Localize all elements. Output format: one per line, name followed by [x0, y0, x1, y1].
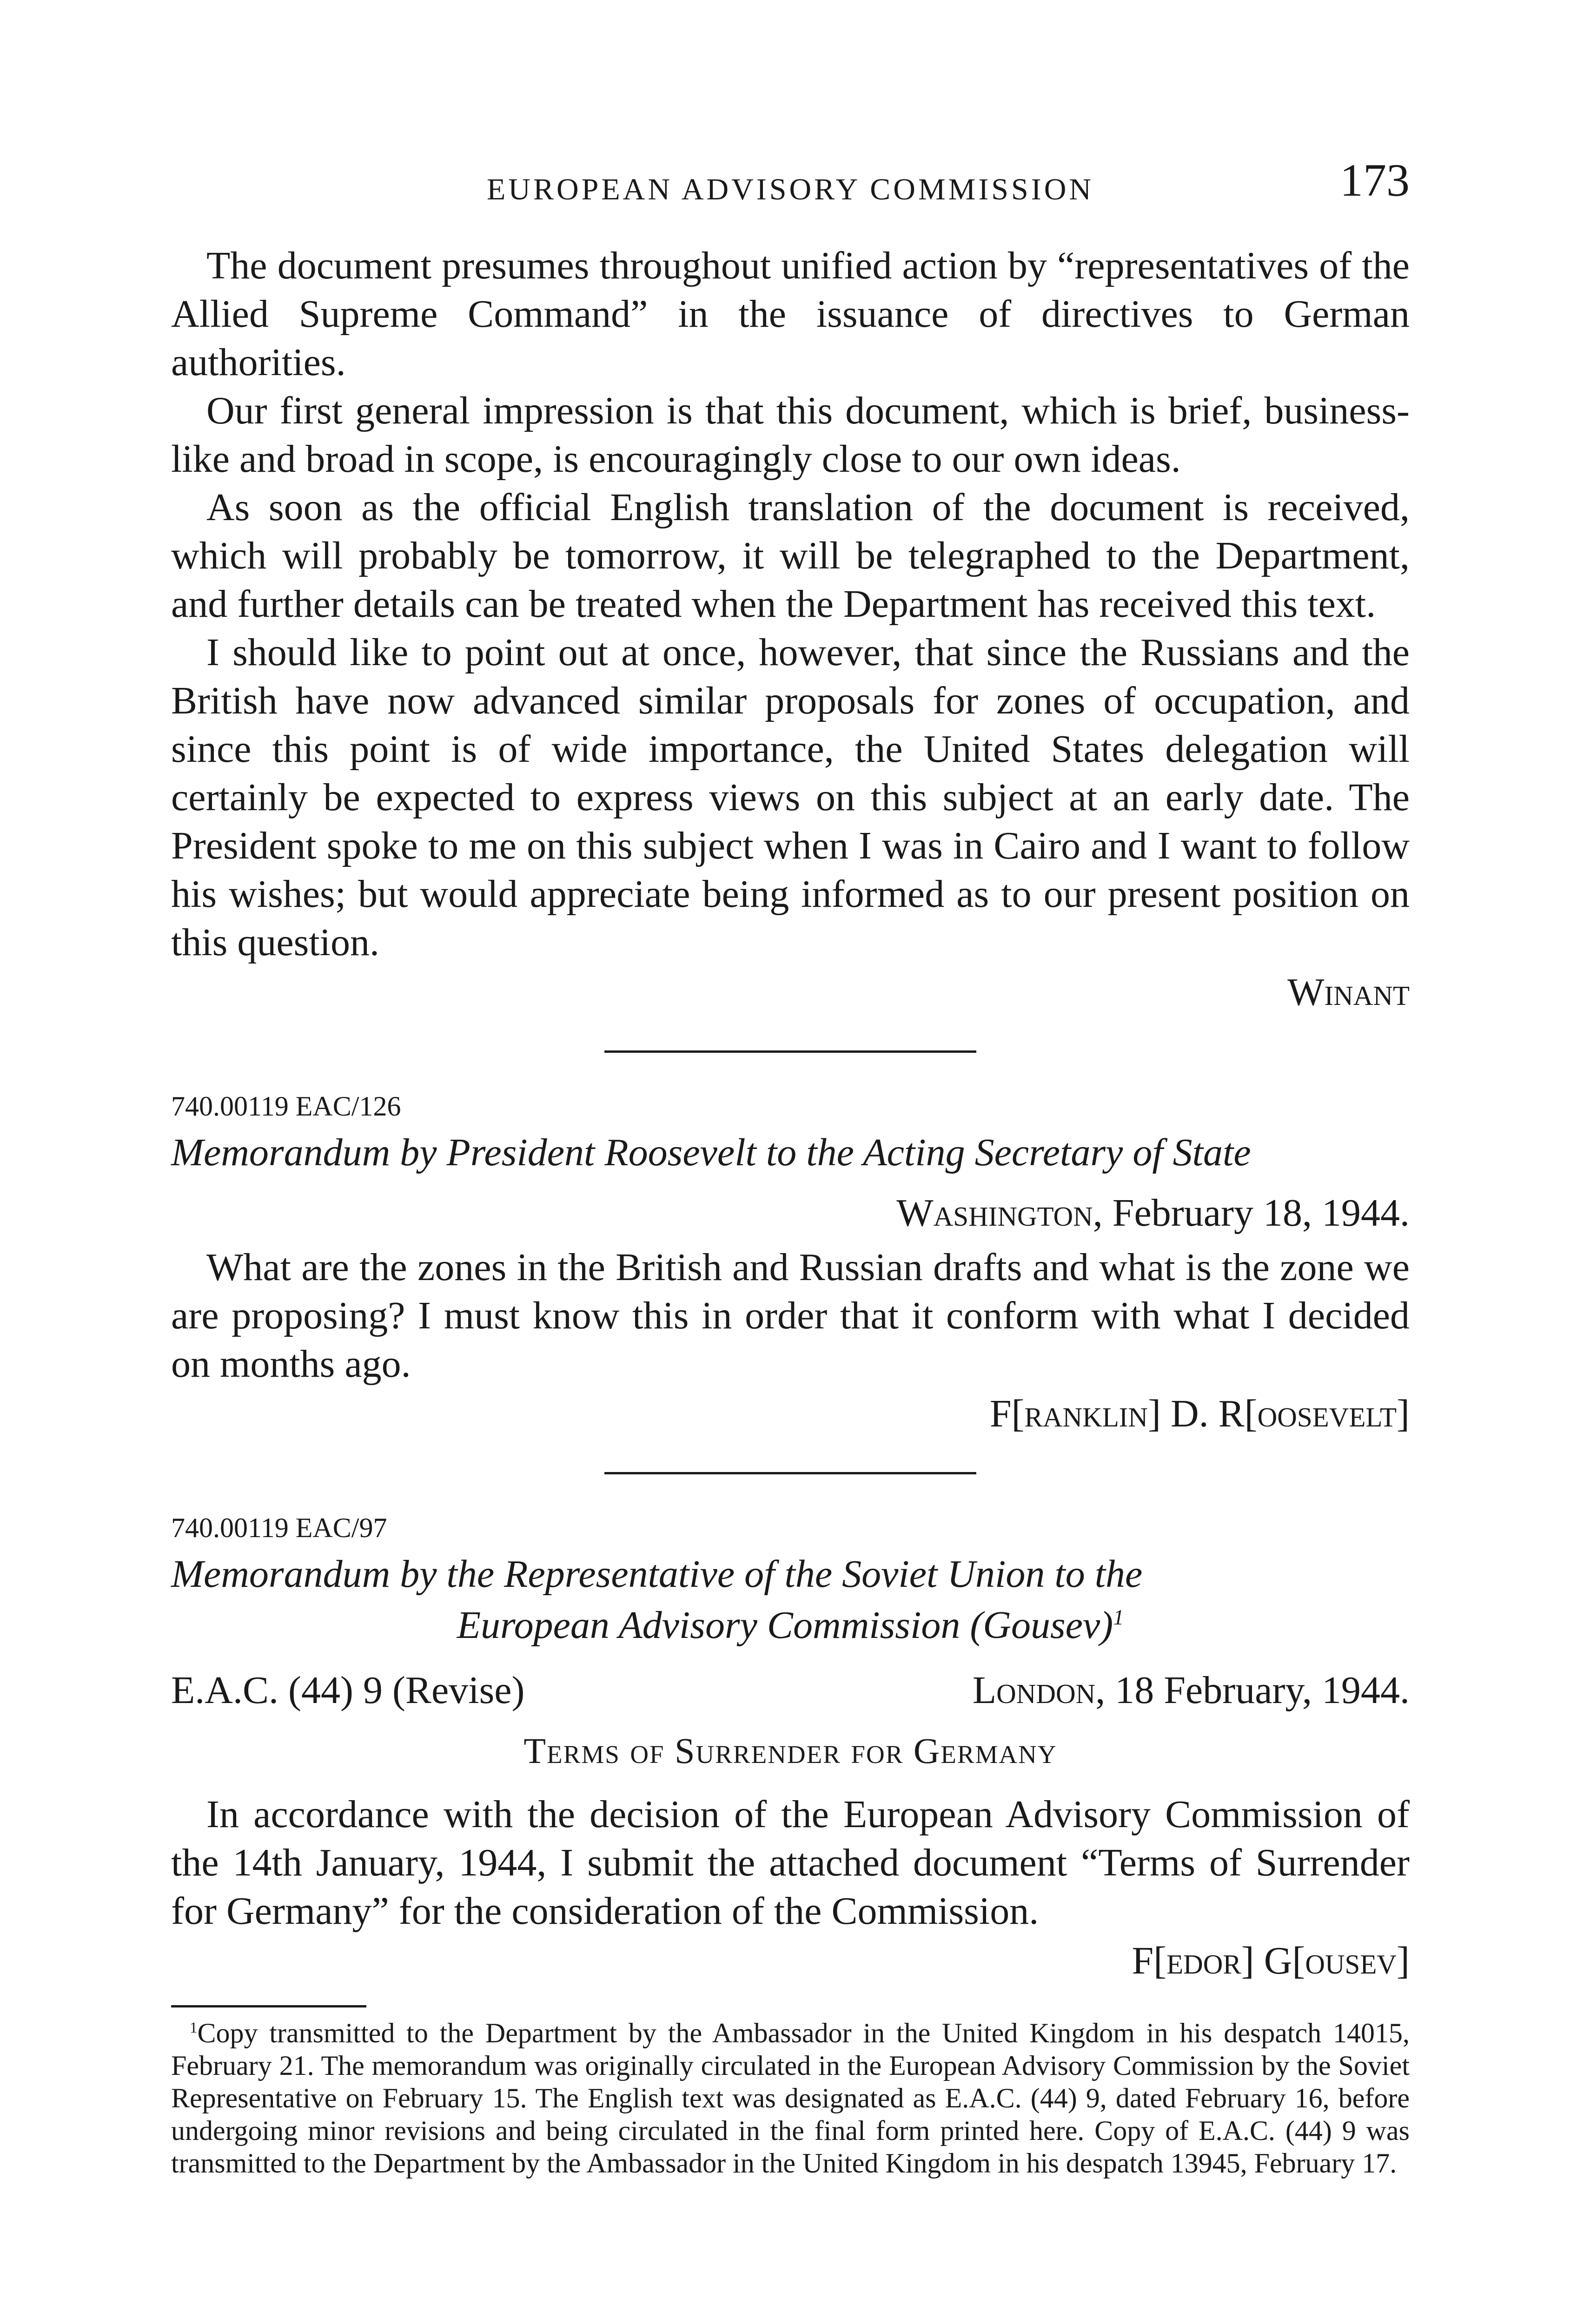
reference-row — [171, 1665, 1410, 1716]
section-heading: Terms of Surrender for Germany — [523, 1730, 1057, 1771]
running-head: EUROPEAN ADVISORY COMMISSION — [486, 172, 1094, 206]
file-number: 740.00119 EAC/126 — [171, 1091, 401, 1122]
paragraph: I should like to point out at once, however, that since the Russians and the British have now advanced similar proposals for zones of occupation, and since this point is of wide importance, the United States delegation will certainly be expected to express views on this subject at an early date. The President spoke to me on this subject when I was in Cairo and I want to follow his wishes; but would appreciate being informed as to our present position on this question. — [171, 631, 1410, 964]
paragraph: In accordance with the decision of the European Advisory Commission of the 14th January, 1944, I submit the attached document “Terms of Surrender for Germany” for the consideration of the Commission. — [171, 1793, 1410, 1933]
signature: F[edor] G[ousev] — [1132, 1939, 1410, 1982]
section-divider — [604, 1050, 976, 1053]
footnote-text: Copy transmitted to the Department by the Ambassador in the United Kingdom in his despatch 14015, February 21. The memorandum was originally circulated in the European Advisory Commission by the Soviet Representative on February 15. The English text was designated as E.A.C. (44) 9, dated February 16, before undergoing minor revisions and being circulated in the final form printed here. Copy of E.A.C. (44) 9 was transmitted to the Department by the Ambassador in the United Kingdom in his despatch 13945, February 17. — [171, 2018, 1410, 2179]
dateline-place: Washington — [896, 1191, 1093, 1235]
dateline — [171, 1188, 1410, 1239]
page-header — [171, 153, 1410, 209]
paragraph: Our first general impression is that this document, which is brief, business-like and broad in scope, is encouragingly close to our own ideas. — [171, 389, 1410, 481]
page-body — [171, 242, 1410, 2179]
document-title-line-1: Memorandum by the Representative of the Soviet Union to the — [171, 1552, 1143, 1596]
document-reference: E.A.C. (44) 9 (Revise) — [171, 1669, 525, 1712]
roosevelt-memorandum — [171, 1085, 1410, 1439]
dateline-place: London — [972, 1669, 1096, 1712]
paragraph: As soon as the official English translation of the document is received, which will probably be tomorrow, it will be telegraphed to the Department, and further details can be treated when the Department has received this text. — [171, 486, 1410, 626]
page-number: 173 — [1340, 154, 1410, 206]
dateline-date: , 18 February, 1944. — [1095, 1669, 1410, 1712]
footnote — [171, 2017, 1410, 2179]
document-title: Memorandum by President Roosevelt to the Acting Secretary of State — [171, 1131, 1251, 1174]
file-number: 740.00119 EAC/97 — [171, 1512, 387, 1543]
footnote-divider — [171, 2005, 366, 2007]
footnote-reference: 1 — [1113, 1605, 1124, 1629]
title-text: European Advisory Commission (Gousev) — [457, 1604, 1113, 1647]
paragraph: What are the zones in the British and Russian drafts and what is the zone we are proposing? I must know this in order that it conform with what I decided on months ago. — [171, 1246, 1410, 1386]
dateline — [973, 1665, 1410, 1716]
winant-telegram — [171, 242, 1410, 1018]
signature: Winant — [1287, 971, 1410, 1014]
document-title-line-2 — [171, 1600, 1410, 1651]
signature: F[ranklin] D. R[oosevelt] — [989, 1392, 1410, 1435]
paragraph: The document presumes throughout unified action by “representatives of the Allied Supreme Command” in the issuance of directives to German authorities. — [171, 244, 1410, 384]
dateline-date: , February 18, 1944. — [1093, 1191, 1410, 1235]
section-divider — [604, 1472, 976, 1474]
gousev-memorandum — [171, 1507, 1410, 1987]
footnote-mark: 1 — [190, 2020, 198, 2036]
